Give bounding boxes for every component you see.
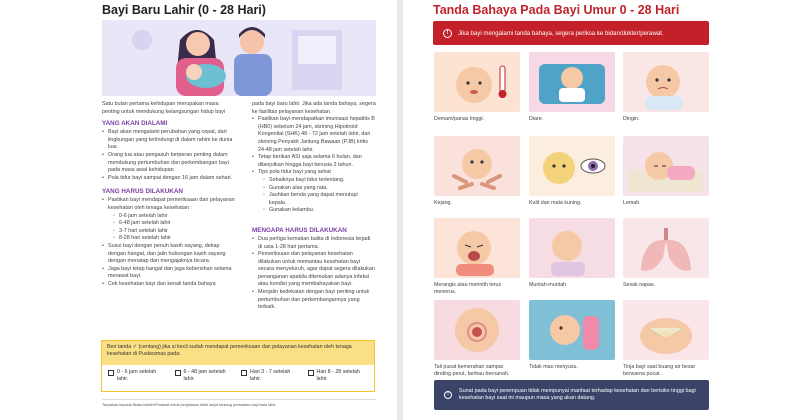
intro-text: Satu bulan pertama kehidupan merupakan masa penting untuk mendukung kelangsungan hidup bayi [102,101,226,115]
list-item: • Menjalin kedekatan dengan bayi penting untuk pertumbuhan dan perkembangannya yang terbaik. [252,289,376,312]
danger-sign-caption: Sesak napas. [623,282,656,288]
list-item [102,197,236,243]
checklist-label: Hari 3 - 7 setelah lahir. [250,369,291,382]
danger-sign-card [529,300,615,371]
checklist-header: Beri tanda ✓ (centang) jika si kecil sudah mendapat pemeriksaan dan pelayanan kesehatan oleh tenaga kesehatan di Puskesmas pada: [102,341,374,365]
note-text: Sunat pada bayi perempuan tidak mempunyai manfaat terhadap kesehatan dan berisiko tinggi bagi kesehatan bayi saat ini maupun masa yang akan datang. [459,387,696,401]
checkbox[interactable] [175,370,181,376]
danger-sign-caption: Lemah. [623,200,641,206]
danger-sign-card [623,218,709,289]
danger-sign-caption: Dingin. [623,116,640,122]
fever-baby-icon [434,52,520,112]
danger-sign-caption: Kejang. [434,200,452,206]
checklist-item-hari-8-28[interactable] [308,369,369,382]
list-item: • Susui bayi dengan penuh kasih sayang, dekap dengan hangat, dan jalin hubungan kasih sayang dengan menatap dan mengajaknya bicara. [102,243,236,266]
danger-sign-card [434,218,520,296]
mother-baby-illustration [102,20,376,96]
danger-sign-card [434,300,520,378]
danger-sign-caption: Kulit dan mata kuning. [529,200,582,206]
danger-sign-caption: Demam/panas tinggi. [434,116,485,122]
footnote: Tanyakan kepada Bidan/dokter/Perawat untuk penjelasan lebih lanjut tentang perawatan bayi baru lahir. [102,399,376,407]
alert-icon: ! [444,391,452,399]
list-item: • Cek kesehatan bayi dan kenali tanda bahaya [102,281,236,289]
continued-text: pada bayi baru lahir. Jika ada tanda bahaya, segera ke fasilitas pelayanan kesehatan. [252,101,376,115]
list-item: • Jaga bayi tetap hangat dan jaga kebersihan selama merawat bayi. [102,266,236,281]
diarrhea-baby-icon [529,52,615,112]
checkbox[interactable] [308,370,314,376]
list-item: • Orang tua atau pengasuh berperan penting dalam mendukung pertumbuhan dan perkembangan bayi pada masa awal kehidupan [102,152,236,175]
checklist-item-6-48-jam[interactable] [175,369,236,382]
list-item: • Pola tidur bayi sampai dengan 16 jam dalam sehari. [102,175,236,183]
danger-sign-caption: Muntah-muntah [529,282,567,288]
pale-stool-icon [623,300,709,360]
list-yang-akan-dialami [102,129,236,182]
sublist-jadwal [108,213,236,243]
list-item: • Pastikan bayi mendapatkan imunisasi hepatitis B (HB0) sebelum 24 jam, skrining Hipotiroid Kongenital (SHK) 48 - 72 jam setelah lahir, dan skrining Penyakit Jantung Bawaan (PJB) kritis 24-48 jam setelah lahir. [252,116,376,154]
danger-sign-caption: Diare. [529,116,544,122]
danger-sign-caption: Tali pusat kemerahan sampai dinding perut, berbau bernanah. [434,364,510,377]
list-item: • Pemeriksaan dan pelayanan kesehatan dilakukan untuk memantau kesehatan bayi secara menyeluruh, agar dapat segera dilakukan penanganan apabila ditemukan adanya infeksi atau kondisi yang membahayakan bayi. [252,251,376,289]
note-banner [434,380,709,410]
list-yang-harus-dilakukan [102,197,236,288]
danger-sign-card [623,52,709,123]
section-heading-yang-harus-dilakukan: YANG HARUS DILAKUKAN [102,188,183,196]
tips-label: Tips pola tidur bayi yang sehat [258,169,331,176]
sublist-item: ◦ 6-48 jam setelah lahir [108,220,236,228]
checkbox[interactable] [241,370,247,376]
sublist-item: ◦ 3-7 hari setelah lahir [108,228,236,236]
checklist-label: 6 - 48 jam setelah lahir. [183,369,226,382]
checklist-label: Hari 8 - 28 setelah lahir. [316,369,360,382]
danger-sign-card [529,52,615,123]
list-item: • Tetap berikan ASI saja selama 6 bulan, dan dilanjutkan hingga bayi berusia 2 tahun. [252,154,376,169]
refuse-feeding-icon [529,300,615,360]
checklist-row [102,365,374,382]
seizure-baby-icon [434,136,520,196]
warning-text: Jika bayi mengalami tanda bahaya, segera periksa ke bidan/dokter/perawat. [458,29,664,37]
content-column-b [252,101,376,312]
jaundice-eye-icon [529,136,615,196]
lungs-icon [623,218,709,278]
checklist-item-hari-3-7[interactable] [241,369,302,382]
sublist-item: ◦ Gunakan alas yang rata. [258,185,376,193]
sublist-item: ◦ Sebaiknya bayi tidur terlentang. [258,177,376,185]
warning-banner [433,21,709,45]
alert-icon: ! [443,29,452,38]
umbilical-icon [434,300,520,360]
danger-sign-card [434,136,520,207]
danger-sign-card [623,300,709,378]
danger-sign-caption: Merangis atau merintih terus menerus. [434,282,502,295]
list-item [252,169,376,215]
danger-sign-caption: Tinja bayi saat buang air besar berwarna pucat. [623,364,696,377]
tips-sublist [258,177,376,215]
list-item: • Bayi akan mengalami perubahan yang cepat, dari lingkungan yang terlindungi di dalam rahim ke dunia luar. [102,129,236,152]
danger-sign-card [434,52,520,123]
sublist-item: ◦ 0-6 jam setelah lahir [108,213,236,221]
checklist-box [101,340,375,392]
danger-sign-card [623,136,709,207]
danger-sign-card [529,136,615,207]
crying-baby-icon [434,218,520,278]
page-title: Bayi Baru Lahir (0 - 28 Hari) [102,3,266,17]
checklist-label: 0 - 6 jam setelah lahir. [117,369,157,382]
sublist-item: ◦ Jauhkan benda yang dapat menutupi kepala. [258,192,376,207]
sublist-item: ◦ Gunakan kelambu. [258,207,376,215]
content-column-a [102,101,236,288]
checklist-item-0-6-jam[interactable] [108,369,169,382]
vomiting-baby-icon [529,218,615,278]
checkbox[interactable] [108,370,114,376]
list-mengapa [252,236,376,312]
section-heading-mengapa: MENGAPA HARUS DILAKUKAN [252,226,347,234]
danger-sign-caption: Tidak mau menyusu. [529,364,578,370]
weak-baby-icon [623,136,709,196]
list-item-text: Pastikan bayi mendapat pemeriksaan dan pelayanan kesehatan oleh tenaga kesehatan : [108,197,235,211]
danger-signs-title: Tanda Bahaya Pada Bayi Umur 0 - 28 Hari [433,3,680,17]
list-item: • Dua pertiga kematian balita di Indonesia terjadi di usia 1-28 hari pertama. [252,236,376,251]
sublist-item: ◦ 8-28 hari setelah lahir [108,235,236,243]
danger-sign-card [529,218,615,289]
section-heading-yang-akan-dialami: YANG AKAN DIALAMI [102,120,168,128]
list-col-b [252,116,376,215]
cold-baby-icon [623,52,709,112]
